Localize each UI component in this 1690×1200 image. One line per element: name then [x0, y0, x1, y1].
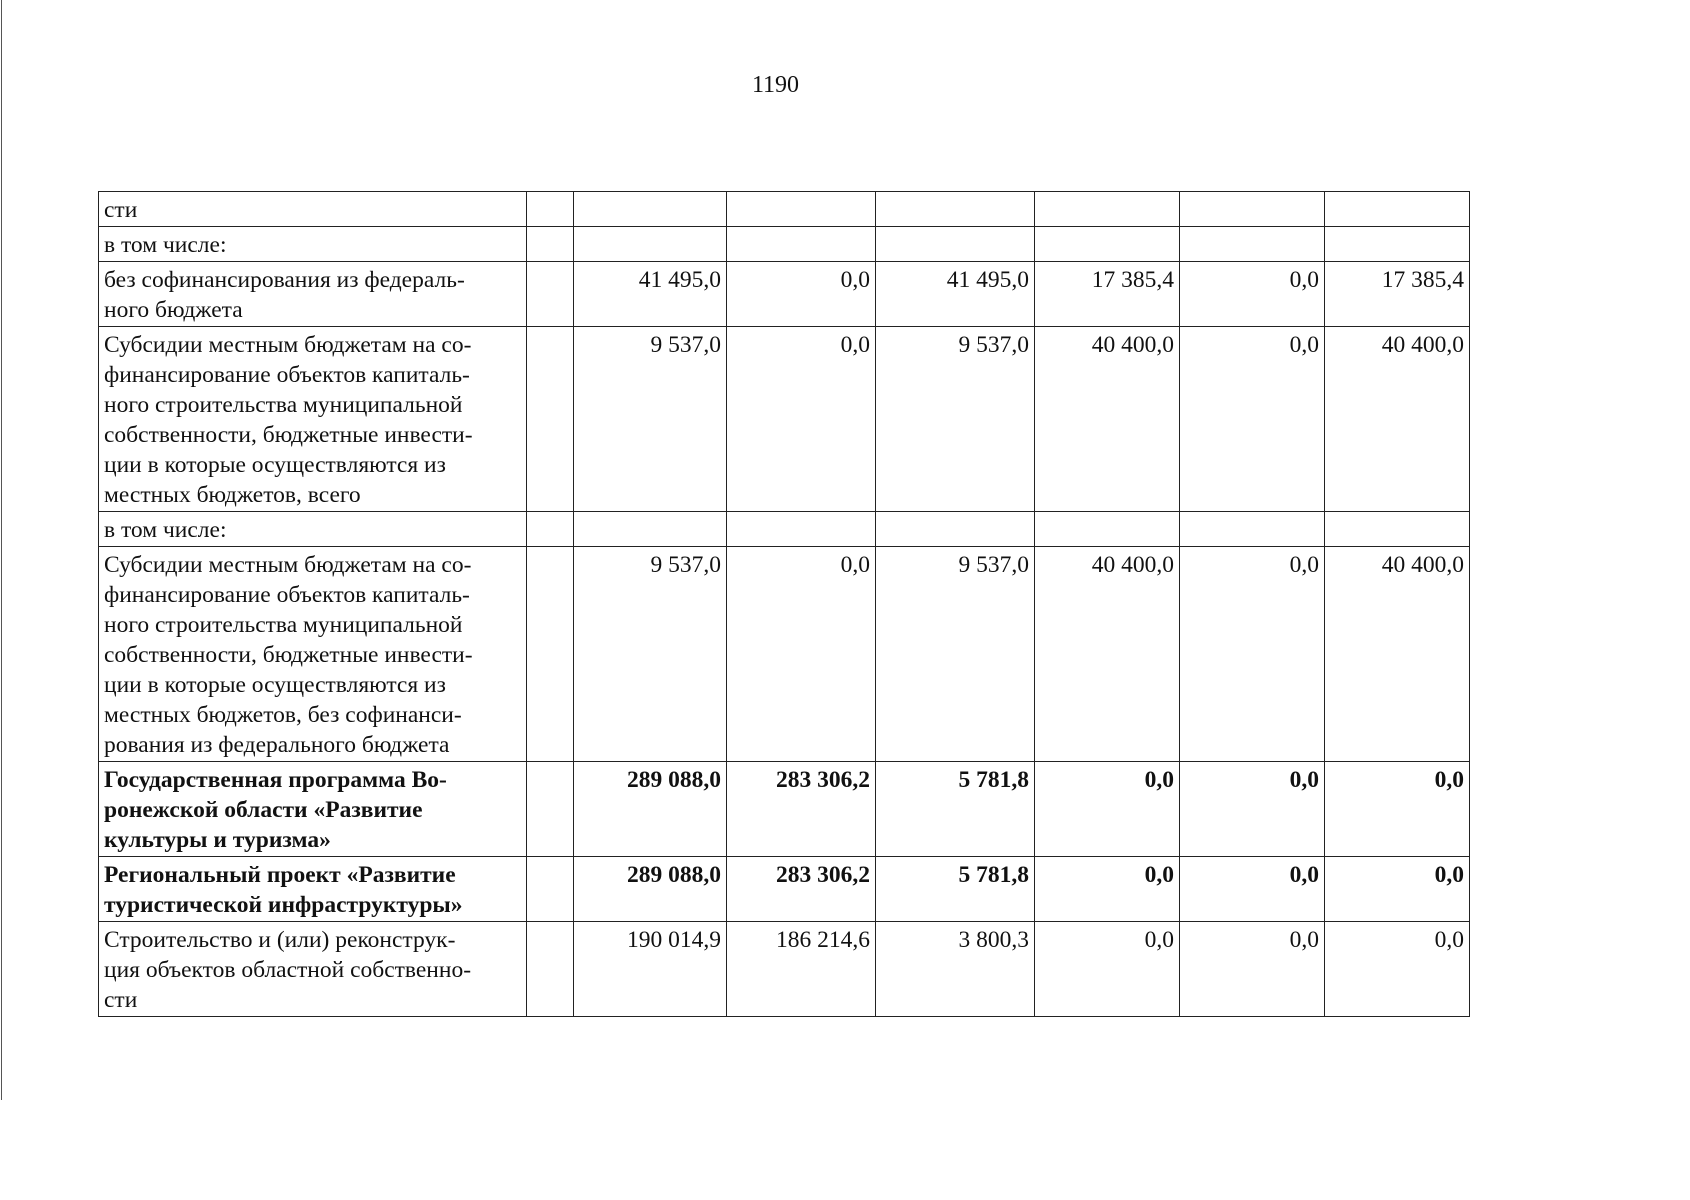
value-cell: 5 781,8 — [876, 762, 1035, 857]
value-cell — [1325, 227, 1470, 262]
budget-table — [98, 191, 1470, 1017]
table-row — [99, 262, 1470, 327]
value-cell: 41 495,0 — [876, 262, 1035, 327]
empty-code-cell — [527, 547, 574, 762]
page-number: 1190 — [751, 72, 800, 98]
value-cell — [574, 192, 727, 227]
value-cell — [574, 512, 727, 547]
budget-table-body — [99, 192, 1470, 1017]
value-cell: 40 400,0 — [1325, 547, 1470, 762]
value-cell: 0,0 — [1180, 922, 1325, 1017]
value-cell: 9 537,0 — [876, 547, 1035, 762]
value-cell — [876, 512, 1035, 547]
empty-code-cell — [527, 922, 574, 1017]
page-edge-line — [1, 0, 2, 1100]
row-label: Субсидии местным бюджетам на со- финансирование объектов капиталь- ного строительства муниципальной собственности, бюджетные инвести- ции в которые осуществляются из местных бюджетов, без софинанси- рования из федерального бюджета — [99, 547, 527, 762]
value-cell: 0,0 — [1180, 262, 1325, 327]
value-cell — [727, 227, 876, 262]
value-cell — [876, 192, 1035, 227]
value-cell: 3 800,3 — [876, 922, 1035, 1017]
value-cell — [727, 512, 876, 547]
row-label: сти — [99, 192, 527, 227]
value-cell: 0,0 — [1325, 762, 1470, 857]
value-cell: 17 385,4 — [1035, 262, 1180, 327]
value-cell — [574, 227, 727, 262]
row-label: в том числе: — [99, 227, 527, 262]
value-cell: 190 014,9 — [574, 922, 727, 1017]
table-row — [99, 762, 1470, 857]
value-cell: 0,0 — [727, 547, 876, 762]
value-cell — [1180, 227, 1325, 262]
value-cell: 41 495,0 — [574, 262, 727, 327]
value-cell — [1180, 192, 1325, 227]
value-cell: 283 306,2 — [727, 762, 876, 857]
table-row — [99, 857, 1470, 922]
value-cell: 186 214,6 — [727, 922, 876, 1017]
value-cell: 40 400,0 — [1325, 327, 1470, 512]
empty-code-cell — [527, 192, 574, 227]
table-row — [99, 512, 1470, 547]
empty-code-cell — [527, 857, 574, 922]
value-cell — [1035, 227, 1180, 262]
value-cell — [1325, 192, 1470, 227]
value-cell: 5 781,8 — [876, 857, 1035, 922]
value-cell — [1035, 512, 1180, 547]
empty-code-cell — [527, 512, 574, 547]
empty-code-cell — [527, 262, 574, 327]
table-row — [99, 547, 1470, 762]
value-cell: 17 385,4 — [1325, 262, 1470, 327]
value-cell — [1035, 192, 1180, 227]
value-cell — [1325, 512, 1470, 547]
table-row — [99, 192, 1470, 227]
row-label: Государственная программа Во- ронежской области «Развитие культуры и туризма» — [99, 762, 527, 857]
value-cell: 0,0 — [1325, 922, 1470, 1017]
value-cell: 40 400,0 — [1035, 327, 1180, 512]
value-cell: 0,0 — [727, 262, 876, 327]
value-cell: 0,0 — [1180, 327, 1325, 512]
value-cell: 0,0 — [1035, 762, 1180, 857]
empty-code-cell — [527, 762, 574, 857]
value-cell: 0,0 — [1035, 922, 1180, 1017]
value-cell: 0,0 — [1035, 857, 1180, 922]
row-label: Субсидии местным бюджетам на со- финансирование объектов капиталь- ного строительства муниципальной собственности, бюджетные инвести- ции в которые осуществляются из местных бюджетов, всего — [99, 327, 527, 512]
table-row — [99, 922, 1470, 1017]
value-cell: 289 088,0 — [574, 857, 727, 922]
row-label: Строительство и (или) реконструк- ция объектов областной собственно- сти — [99, 922, 527, 1017]
row-label: без софинансирования из федераль- ного бюджета — [99, 262, 527, 327]
empty-code-cell — [527, 227, 574, 262]
value-cell: 9 537,0 — [574, 547, 727, 762]
table-row — [99, 227, 1470, 262]
value-cell: 9 537,0 — [574, 327, 727, 512]
empty-code-cell — [527, 327, 574, 512]
value-cell — [727, 192, 876, 227]
value-cell: 0,0 — [1325, 857, 1470, 922]
value-cell: 0,0 — [1180, 857, 1325, 922]
value-cell — [1180, 512, 1325, 547]
value-cell: 40 400,0 — [1035, 547, 1180, 762]
value-cell: 0,0 — [1180, 547, 1325, 762]
value-cell: 0,0 — [727, 327, 876, 512]
value-cell: 0,0 — [1180, 762, 1325, 857]
value-cell: 289 088,0 — [574, 762, 727, 857]
value-cell: 9 537,0 — [876, 327, 1035, 512]
value-cell — [876, 227, 1035, 262]
row-label: в том числе: — [99, 512, 527, 547]
row-label: Региональный проект «Развитие туристической инфраструктуры» — [99, 857, 527, 922]
value-cell: 283 306,2 — [727, 857, 876, 922]
table-row — [99, 327, 1470, 512]
